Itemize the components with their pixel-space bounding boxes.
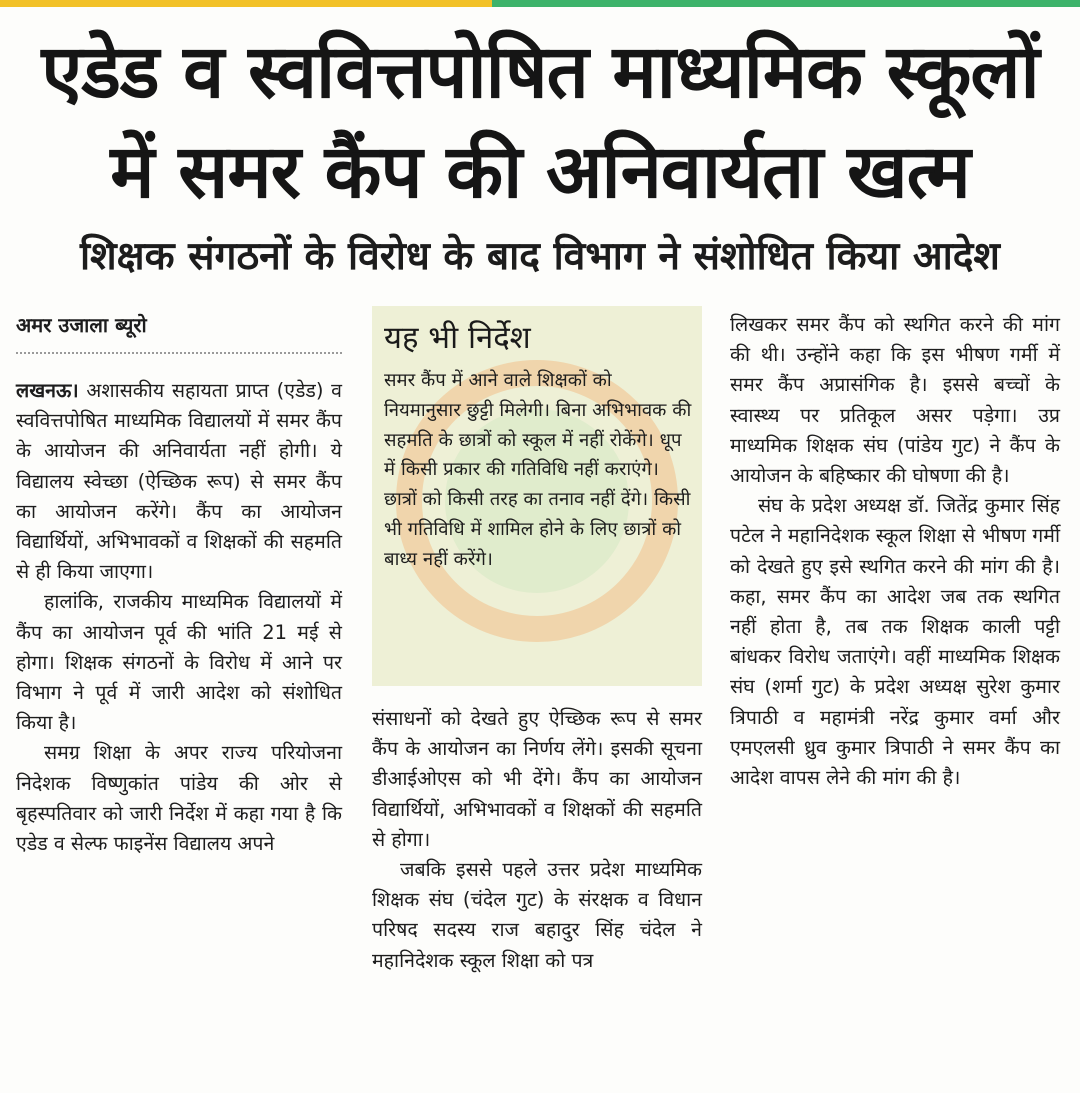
article-column-1 [16,306,342,859]
dateline: लखनऊ। [16,379,79,402]
info-box-title: यह भी निर्देश [384,320,531,356]
byline: अमर उजाला ब्यूरो [16,306,342,354]
top-color-bar [0,0,1080,7]
column1-paragraph-2: हालांकि, राजकीय माध्यमिक विद्यालयों में कैंप का आयोजन पूर्व की भांति 21 मई से होगा। शिक्षक संगठनों के विरोध में आने पर विभाग ने पूर्व में जारी आदेश को संशोधित किया है। [16,590,342,735]
column2-paragraph-2: जबकि इससे पहले उत्तर प्रदेश माध्यमिक शिक्षक संघ (चंदेल गुट) के संरक्षक व विधान परिषद सदस्य राज बहादुर सिंह चंदेल ने महानिदेशक स्कूल शिक्षा को पत्र [372,858,702,972]
column3-paragraph-2: संघ के प्रदेश अध्यक्ष डॉ. जितेंद्र कुमार सिंह पटेल ने महानिदेशक स्कूल शिक्षा से भीषण गर्मी को देखते हुए इसे स्थगित करने की मांग की है। कहा, समर कैंप का आदेश जब तक स्थगित नहीं होता है, तब तक शिक्षक काली पट्टी बांधकर विरोध जताएंगे। वहीं माध्यमिक शिक्षक संघ (शर्मा गुट) के प्रदेश अध्यक्ष सुरेश कुमार त्रिपाठी व महामंत्री नरेंद्र कुमार वर्मा और एमएलसी ध्रुव कुमार त्रिपाठी ने समर कैंप का आदेश वापस लेने की मांग की है। [730,494,1060,790]
column1-paragraph-1 [16,376,342,587]
column3-paragraph-1: लिखकर समर कैंप को स्थगित करने की मांग की थी। उन्होंने कहा कि इस भीषण गर्मी में समर कैंप अप्रासंगिक है। इससे बच्चों के स्वास्थ्य पर प्रतिकूल असर पड़ेगा। उप्र माध्यमिक शिक्षक संघ (पांडेय गुट) ने कैंप के आयोजन के बहिष्कार की घोषणा की है। [730,313,1060,488]
headline-line-2: में समर कैंप की अनिवार्यता खत्म [110,129,970,215]
top-bar-yellow [0,0,492,7]
headline-line-1: एडेड व स्ववित्तपोषित माध्यमिक स्कूलों [41,29,1039,115]
column2-paragraph-1: संसाधनों को देखते हुए ऐच्छिक रूप से समर कैंप के आयोजन का निर्णय लेंगे। इसकी सूचना डीआईओएस को भी देंगे। कैंप का आयोजन विद्यार्थियों, अभिभावकों व शिक्षकों की सहमति से होगा। [372,707,702,851]
info-box-body: समर कैंप में आने वाले शिक्षकों को नियमानुसार छुट्टी मिलेगी। बिना अभिभावक की सहमति के छात्रों को स्कूल में नहीं रोकेंगे। धूप में किसी प्रकार की गतिविधि नहीं कराएंगे। छात्रों को किसी तरह का तनाव नहीं देंगे। किसी भी गतिविधि में शामिल होने के लिए छात्रों को बाध्य नहीं करेंगे। [384,370,692,570]
article-column-3 [730,310,1060,793]
top-bar-green [492,0,1080,7]
article-column-2 [372,306,702,976]
column1-paragraph-1-text: अशासकीय सहायता प्राप्त (एडेड) व स्ववित्तपोषित माध्यमिक विद्यालयों में समर कैंप के आयोजन की अनिवार्यता नहीं होगी। ये विद्यालय स्वेच्छा (ऐच्छिक रूप) से समर कैंप का आयोजन करेंगे। कैंप का आयोजन विद्यार्थियों, अभिभावकों व शिक्षकों की सहमति से ही किया जाएगा। [16,379,343,584]
subheadline: शिक्षक संगठनों के विरोध के बाद विभाग ने संशोधित किया आदेश [80,234,1000,279]
info-box [372,306,702,686]
column1-paragraph-3: समग्र शिक्षा के अपर राज्य परियोजना निदेशक विष्णुकांत पांडेय की ओर से बृहस्पतिवार को जारी निर्देश में कहा गया है कि एडेड व सेल्फ फाइनेंस विद्यालय अपने [16,741,342,856]
